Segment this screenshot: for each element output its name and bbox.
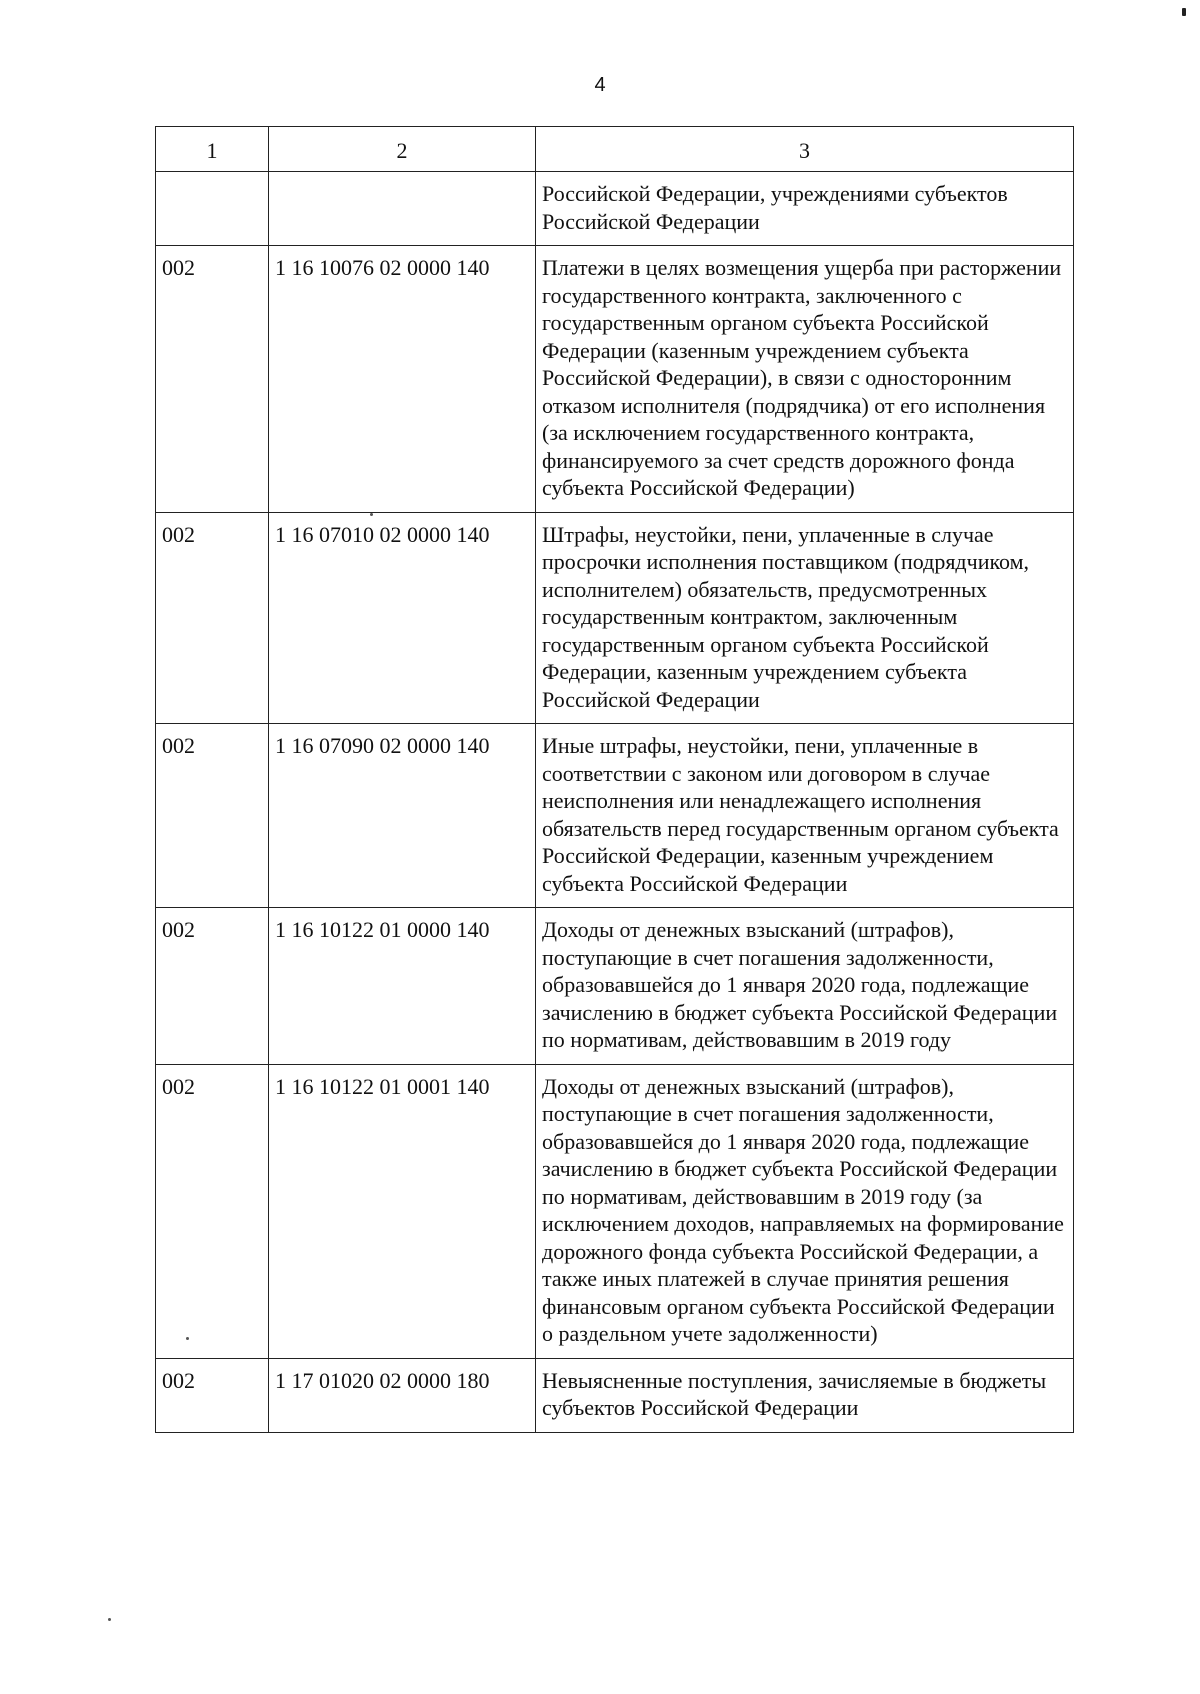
income-description-cell: Доходы от денежных взысканий (штрафов), поступающие в счет погашения задолженности, образовавшейся до 1 января 2020 года, подлежащие зачислению в бюджет субъекта Российской Федерации по нормативам, действовавшим в 2019 году (за исключением доходов, направляемых на формирование дорожного фонда субъекта Российской Федерации, а также иных платежей в случае принятия решения финансовым органом субъекта Российской Федерации о раздельном учете задолженности): [536, 1064, 1074, 1358]
admin-code-cell: 002: [156, 1064, 269, 1358]
table-row: [156, 246, 1074, 513]
table-row: [156, 1358, 1074, 1432]
income-description-cell: Штрафы, неустойки, пени, уплаченные в случае просрочки исполнения поставщиком (подрядчиком, исполнителем) обязательств, предусмотренных государственным контрактом, заключенным государственным органом субъекта Российской Федерации, казенным учреждением субъекта Российской Федерации: [536, 512, 1074, 724]
admin-code-cell: 002: [156, 1358, 269, 1432]
column-header-2: 2: [269, 127, 536, 172]
admin-code-cell: 002: [156, 246, 269, 513]
budget-classification-code-cell: 1 16 07010 02 0000 140: [269, 512, 536, 724]
scan-speck: [1182, 8, 1186, 16]
page-number: 4: [594, 74, 606, 96]
budget-classification-code-cell: 1 16 10122 01 0001 140: [269, 1064, 536, 1358]
column-header-3: 3: [536, 127, 1074, 172]
income-description-cell: Платежи в целях возмещения ущерба при расторжении государственного контракта, заключенного с государственным органом субъекта Российской Федерации (казенным учреждением субъекта Российской Федерации), в связи с односторонним отказом исполнителя (подрядчика) от его исполнения (за исключением государственного контракта, финансируемого за счет средств дорожного фонда субъекта Российской Федерации): [536, 246, 1074, 513]
budget-classification-code-cell: 1 16 07090 02 0000 140: [269, 724, 536, 908]
budget-classification-code-cell: 1 16 10122 01 0000 140: [269, 908, 536, 1065]
table-row: [156, 908, 1074, 1065]
income-description-cell: Невыясненные поступления, зачисляемые в бюджеты субъектов Российской Федерации: [536, 1358, 1074, 1432]
income-description-cell: Российской Федерации, учреждениями субъектов Российской Федерации: [536, 172, 1074, 246]
budget-classification-code-cell: 1 16 10076 02 0000 140: [269, 246, 536, 513]
table-row: [156, 512, 1074, 724]
budget-classification-code-cell: 1 17 01020 02 0000 180: [269, 1358, 536, 1432]
table-row: [156, 172, 1074, 246]
budget-classification-code-cell: [269, 172, 536, 246]
admin-code-cell: 002: [156, 908, 269, 1065]
admin-code-cell: 002: [156, 512, 269, 724]
budget-codes-table: [155, 126, 1074, 1433]
income-description-cell: Доходы от денежных взысканий (штрафов), поступающие в счет погашения задолженности, образовавшейся до 1 января 2020 года, подлежащие зачислению в бюджет субъекта Российской Федерации по нормативам, действовавшим в 2019 году: [536, 908, 1074, 1065]
scan-speck: [108, 1618, 111, 1621]
column-header-1: 1: [156, 127, 269, 172]
table-header-row: [156, 127, 1074, 172]
admin-code-cell: 002: [156, 724, 269, 908]
admin-code-cell: [156, 172, 269, 246]
table-row: [156, 724, 1074, 908]
scan-speck: [186, 1337, 189, 1340]
scan-speck: [370, 513, 373, 516]
table-row: [156, 1064, 1074, 1358]
income-description-cell: Иные штрафы, неустойки, пени, уплаченные в соответствии с законом или договором в случае неисполнения или ненадлежащего исполнения обязательств перед государственным органом субъекта Российской Федерации, казенным учреждением субъекта Российской Федерации: [536, 724, 1074, 908]
